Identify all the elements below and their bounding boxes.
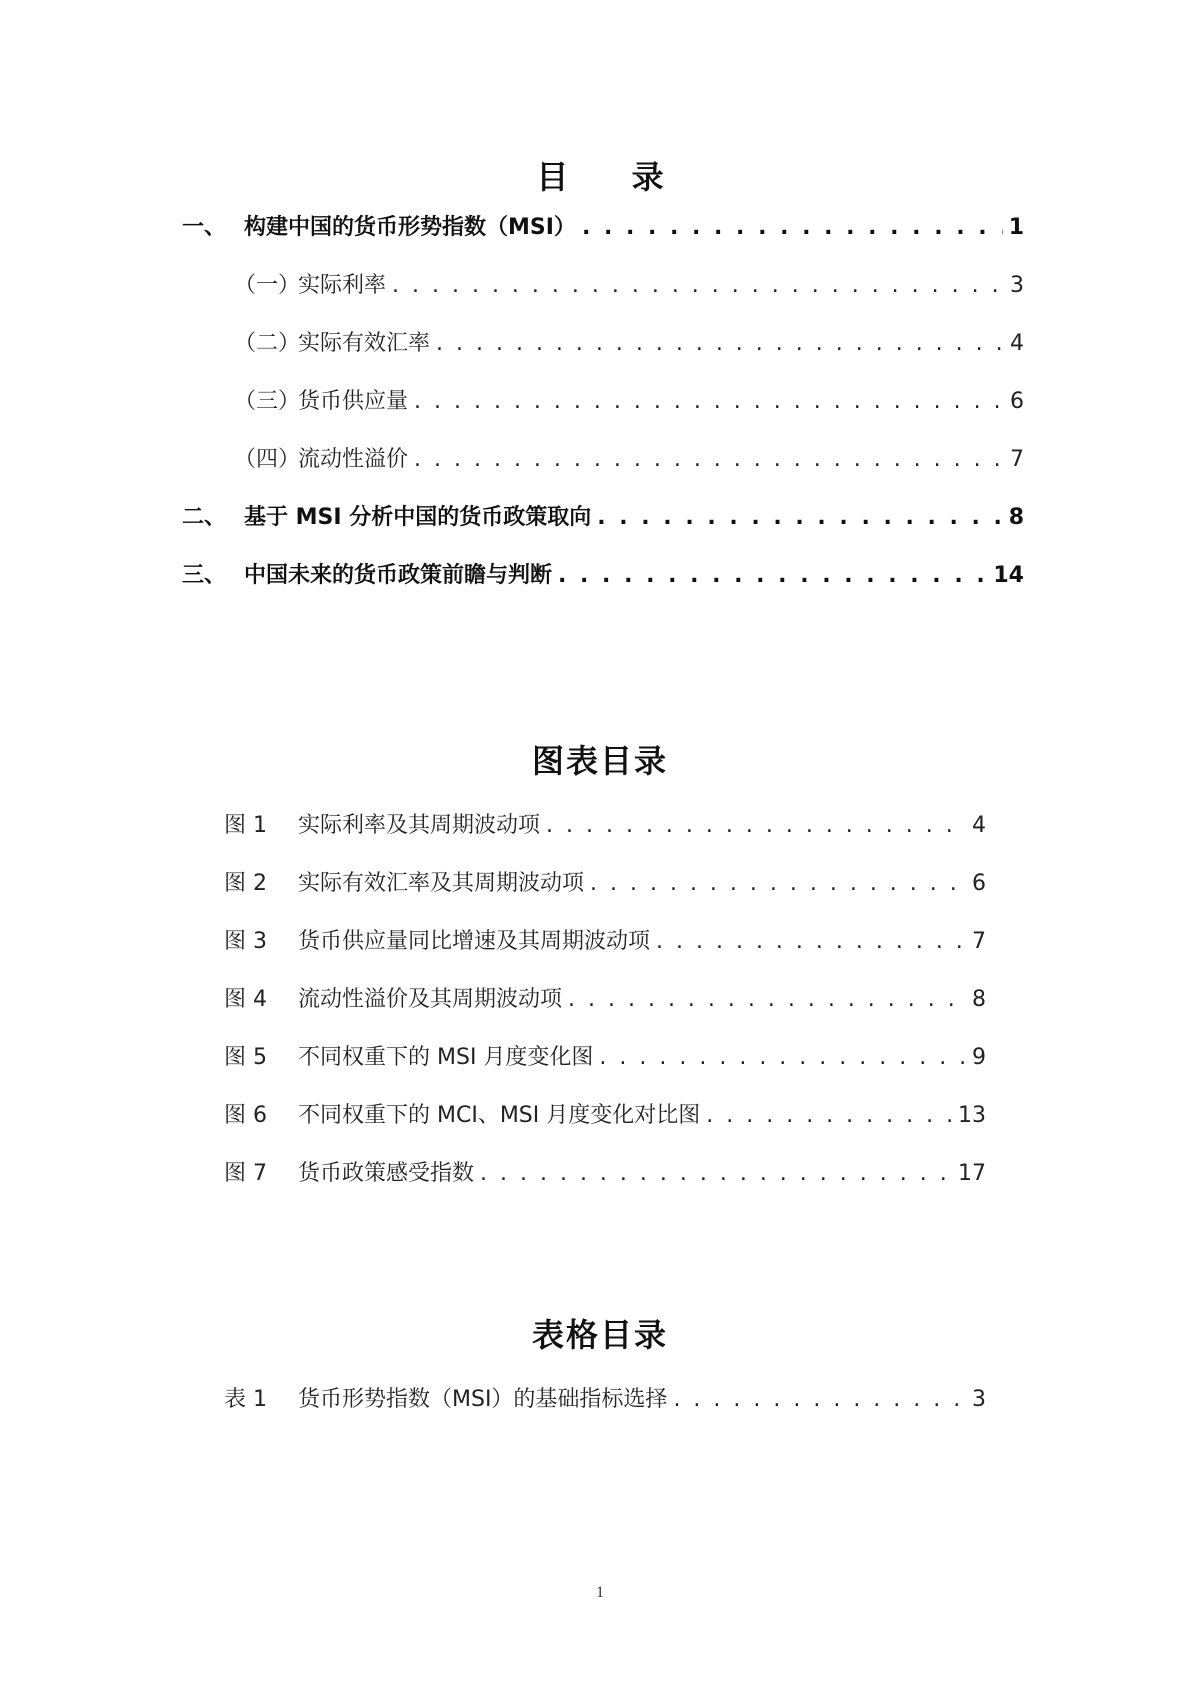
figure-entry[interactable] — [224, 1156, 986, 1187]
toc-entry-text: 基于 MSI 分析中国的货币政策取向 — [244, 505, 592, 530]
dot-leader — [656, 929, 966, 954]
toc-entry-text: 实际有效汇率 — [298, 331, 431, 356]
dot-leader — [673, 1387, 966, 1412]
figure-entry-page: 6 — [972, 871, 986, 896]
toc-entry-text: 流动性溢价 — [298, 447, 409, 472]
figure-entry-number: 图 6 — [224, 1103, 267, 1128]
toc-entry-number: （一） — [234, 273, 301, 298]
toc-entry-text: 货币供应量 — [298, 389, 409, 414]
figures-title: 图表目录 — [531, 742, 668, 780]
figure-entry-number: 图 1 — [224, 813, 267, 838]
figure-entry-page: 9 — [972, 1045, 986, 1070]
toc-entry[interactable] — [234, 384, 1024, 415]
toc-entry-number: （四） — [234, 447, 301, 472]
figure-entry-text: 不同权重下的 MSI 月度变化图 — [298, 1045, 594, 1070]
table-entry-text: 货币形势指数（MSI）的基础指标选择 — [298, 1387, 668, 1412]
dot-leader — [558, 563, 987, 588]
table-entry-page: 3 — [972, 1387, 986, 1412]
dot-leader — [706, 1103, 952, 1128]
toc-entry-page: 7 — [1010, 447, 1024, 472]
toc-title: 目 录 — [536, 158, 690, 196]
figure-entry-text: 实际有效汇率及其周期波动项 — [298, 871, 585, 896]
tables-title: 表格目录 — [531, 1316, 668, 1354]
toc-entry[interactable] — [234, 268, 1024, 299]
table-entry[interactable] — [224, 1382, 986, 1413]
toc-entry-text: 实际利率 — [298, 273, 387, 298]
dot-leader — [599, 1045, 966, 1070]
figure-entry[interactable] — [224, 1040, 986, 1071]
figure-entry-page: 4 — [972, 813, 986, 838]
toc-entry-page: 8 — [1008, 505, 1024, 530]
dot-leader — [392, 273, 1004, 298]
figure-entry[interactable] — [224, 808, 986, 839]
dot-leader — [582, 215, 1003, 240]
figure-entry-text: 流动性溢价及其周期波动项 — [298, 987, 563, 1012]
toc-entry-number: 二、 — [182, 505, 227, 530]
toc-entry-number: 三、 — [182, 563, 227, 588]
toc-entry-text: 构建中国的货币形势指数（MSI） — [244, 215, 576, 240]
toc-entry[interactable] — [182, 558, 1024, 589]
figure-entry-page: 7 — [972, 929, 986, 954]
dot-leader — [546, 813, 966, 838]
figure-entry-number: 图 5 — [224, 1045, 267, 1070]
dot-leader — [414, 389, 1004, 414]
figure-entry-number: 图 4 — [224, 987, 267, 1012]
toc-entry[interactable] — [234, 326, 1024, 357]
figure-entry-number: 图 2 — [224, 871, 267, 896]
toc-entry[interactable] — [182, 500, 1024, 531]
dot-leader — [568, 987, 966, 1012]
figure-entry-text: 实际利率及其周期波动项 — [298, 813, 541, 838]
page-number: 1 — [596, 1584, 604, 1601]
toc-entry-number: （三） — [234, 389, 301, 414]
figure-entry[interactable] — [224, 982, 986, 1013]
dot-leader — [590, 871, 966, 896]
dot-leader — [436, 331, 1004, 356]
toc-entry[interactable] — [182, 210, 1024, 241]
toc-entry-page: 3 — [1010, 273, 1024, 298]
toc-entry[interactable] — [234, 442, 1024, 473]
toc-entry-page: 14 — [993, 563, 1024, 588]
figure-entry-number: 图 3 — [224, 929, 267, 954]
toc-entry-page: 4 — [1010, 331, 1024, 356]
figure-entry-page: 17 — [958, 1161, 986, 1186]
figure-entry-text: 货币政策感受指数 — [298, 1161, 475, 1186]
figure-entry-page: 8 — [972, 987, 986, 1012]
figure-entry-text: 不同权重下的 MCI、MSI 月度变化对比图 — [298, 1103, 701, 1128]
dot-leader — [597, 505, 1002, 530]
dot-leader — [480, 1161, 952, 1186]
figure-entry[interactable] — [224, 866, 986, 897]
dot-leader — [414, 447, 1004, 472]
toc-entry-number: （二） — [234, 331, 301, 356]
toc-entry-text: 中国未来的货币政策前瞻与判断 — [244, 563, 553, 588]
figure-entry-number: 图 7 — [224, 1161, 267, 1186]
figure-entry-page: 13 — [958, 1103, 986, 1128]
toc-entry-page: 6 — [1010, 389, 1024, 414]
figure-entry-text: 货币供应量同比增速及其周期波动项 — [298, 929, 651, 954]
figure-entry[interactable] — [224, 924, 986, 955]
table-entry-number: 表 1 — [224, 1387, 267, 1412]
toc-entry-page: 1 — [1008, 215, 1024, 240]
toc-entry-number: 一、 — [182, 215, 227, 240]
figure-entry[interactable] — [224, 1098, 986, 1129]
